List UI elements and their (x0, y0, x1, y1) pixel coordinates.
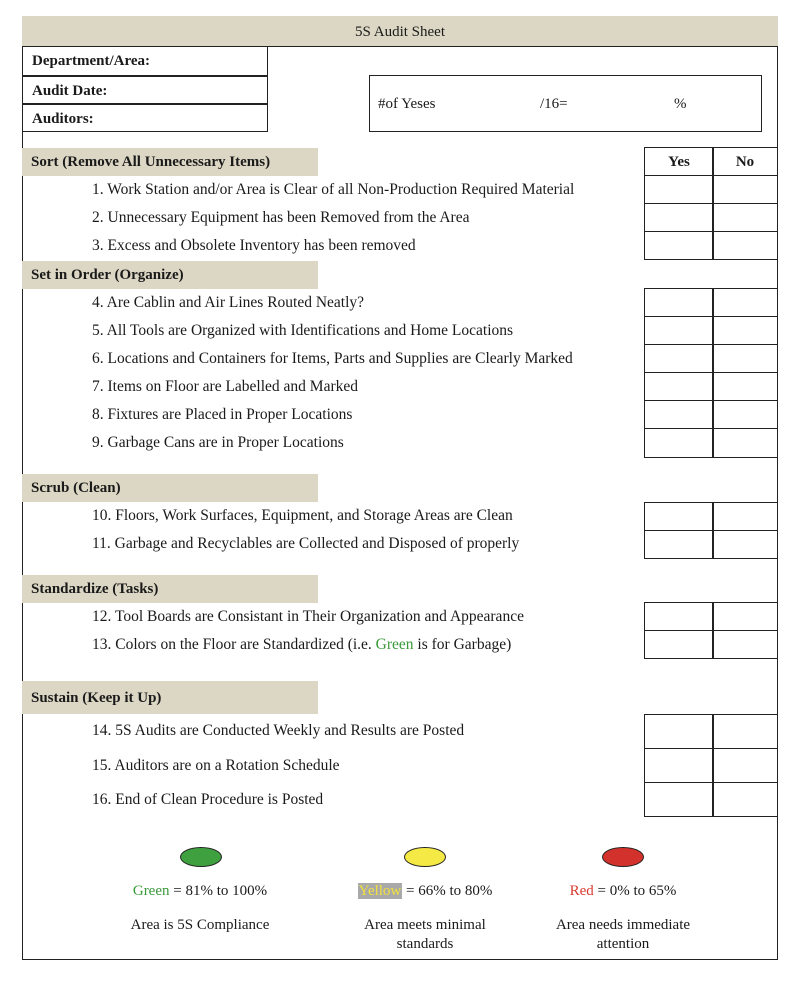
yes-checkbox-12[interactable] (644, 602, 714, 631)
no-checkbox-11[interactable] (712, 530, 778, 559)
green-range: = 81% to 100% (169, 883, 268, 899)
item-13-green-word: Green (375, 636, 414, 653)
red-description-line-1: Area needs immediate (555, 917, 691, 933)
no-checkbox-4[interactable] (712, 288, 778, 317)
yes-checkbox-1[interactable] (644, 175, 714, 204)
yes-checkbox-15[interactable] (644, 748, 714, 783)
audit-date-label: Audit Date: (32, 83, 108, 99)
no-checkbox-13[interactable] (712, 630, 778, 659)
checklist-item-14: 14. 5S Audits are Conducted Weekly and Results are Posted (92, 722, 465, 739)
no-checkbox-16[interactable] (712, 782, 778, 817)
green-word: Green (132, 883, 170, 899)
yes-checkbox-16[interactable] (644, 782, 714, 817)
no-checkbox-9[interactable] (712, 428, 778, 458)
yes-checkbox-7[interactable] (644, 372, 714, 401)
no-checkbox-7[interactable] (712, 372, 778, 401)
section-scrub: Scrub (Clean) (22, 474, 318, 502)
no-checkbox-12[interactable] (712, 602, 778, 631)
checklist-item-12: 12. Tool Boards are Consistant in Their Organization and Appearance (92, 608, 524, 625)
item-13-text: 13. Colors on the Floor are Standardized (i.e. (92, 636, 376, 653)
department-label: Department/Area: (32, 53, 151, 69)
yes-column-header: Yes (644, 147, 714, 176)
checklist-item-5: 5. All Tools are Organized with Identifications and Home Locations (92, 322, 514, 339)
red-status-oval (602, 847, 644, 867)
yes-checkbox-2[interactable] (644, 203, 714, 232)
yes-checkbox-14[interactable] (644, 714, 714, 749)
yellow-description-line-1: Area meets minimal (364, 917, 486, 933)
score-box (369, 75, 762, 132)
checklist-item-15: 15. Auditors are on a Rotation Schedule (92, 757, 340, 774)
no-checkbox-6[interactable] (712, 344, 778, 373)
yes-checkbox-4[interactable] (644, 288, 714, 317)
no-checkbox-10[interactable] (712, 502, 778, 531)
checklist-item-16: 16. End of Clean Procedure is Posted (92, 791, 324, 808)
checklist-item-4: 4. Are Cablin and Air Lines Routed Neatly? (92, 294, 365, 311)
yes-checkbox-13[interactable] (644, 630, 714, 659)
section-set-in-order: Set in Order (Organize) (22, 261, 318, 289)
percent-sign: % (674, 96, 687, 112)
green-range-text (100, 883, 300, 900)
section-sort: Sort (Remove All Unnecessary Items) (22, 148, 318, 176)
checklist-item-8: 8. Fixtures are Placed in Proper Locations (92, 406, 353, 423)
checklist-item-3: 3. Excess and Obsolete Inventory has been removed (92, 237, 416, 254)
sheet-title: 5S Audit Sheet (22, 16, 778, 47)
yeses-label: #of Yeses (378, 96, 436, 112)
checklist-item-13 (92, 636, 511, 654)
checklist-item-11: 11. Garbage and Recyclables are Collected and Disposed of properly (92, 535, 520, 552)
no-checkbox-14[interactable] (712, 714, 778, 749)
no-checkbox-5[interactable] (712, 316, 778, 345)
item-13-tail: is for Garbage) (413, 636, 512, 653)
checklist-item-7: 7. Items on Floor are Labelled and Marked (92, 378, 358, 395)
checklist-item-10: 10. Floors, Work Surfaces, Equipment, and Storage Areas are Clean (92, 507, 513, 524)
checklist-item-2: 2. Unnecessary Equipment has been Removed from the Area (92, 209, 470, 226)
yes-checkbox-9[interactable] (644, 428, 714, 458)
yellow-range: = 66% to 80% (402, 883, 493, 899)
yellow-word: Yellow (358, 883, 402, 899)
yellow-description-line-2: standards (396, 936, 454, 952)
red-range: = 0% to 65% (593, 883, 677, 899)
auditors-field[interactable] (22, 104, 268, 132)
yes-checkbox-6[interactable] (644, 344, 714, 373)
checklist-item-6: 6. Locations and Containers for Items, Parts and Supplies are Clearly Marked (92, 350, 573, 367)
yes-checkbox-3[interactable] (644, 231, 714, 260)
no-checkbox-1[interactable] (712, 175, 778, 204)
yes-checkbox-11[interactable] (644, 530, 714, 559)
score-denominator: /16= (540, 96, 568, 112)
yes-checkbox-8[interactable] (644, 400, 714, 429)
section-sustain: Sustain (Keep it Up) (22, 681, 318, 714)
yes-checkbox-5[interactable] (644, 316, 714, 345)
yellow-status-oval (404, 847, 446, 867)
auditors-label: Auditors: (32, 111, 94, 127)
no-checkbox-15[interactable] (712, 748, 778, 783)
red-description-line-2: attention (596, 936, 650, 952)
green-description: Area is 5S Compliance (130, 917, 270, 933)
red-range-text (523, 883, 723, 900)
yes-checkbox-10[interactable] (644, 502, 714, 531)
yellow-range-text (325, 883, 525, 900)
no-checkbox-2[interactable] (712, 203, 778, 232)
department-field[interactable] (22, 47, 268, 76)
checklist-item-1: 1. Work Station and/or Area is Clear of all Non-Production Required Material (92, 181, 575, 198)
no-checkbox-8[interactable] (712, 400, 778, 429)
audit-date-field[interactable] (22, 76, 268, 104)
checklist-item-9: 9. Garbage Cans are in Proper Locations (92, 434, 344, 451)
section-standardize: Standardize (Tasks) (22, 575, 318, 603)
no-checkbox-3[interactable] (712, 231, 778, 260)
green-status-oval (180, 847, 222, 867)
no-column-header: No (712, 147, 778, 176)
red-word: Red (569, 883, 594, 899)
